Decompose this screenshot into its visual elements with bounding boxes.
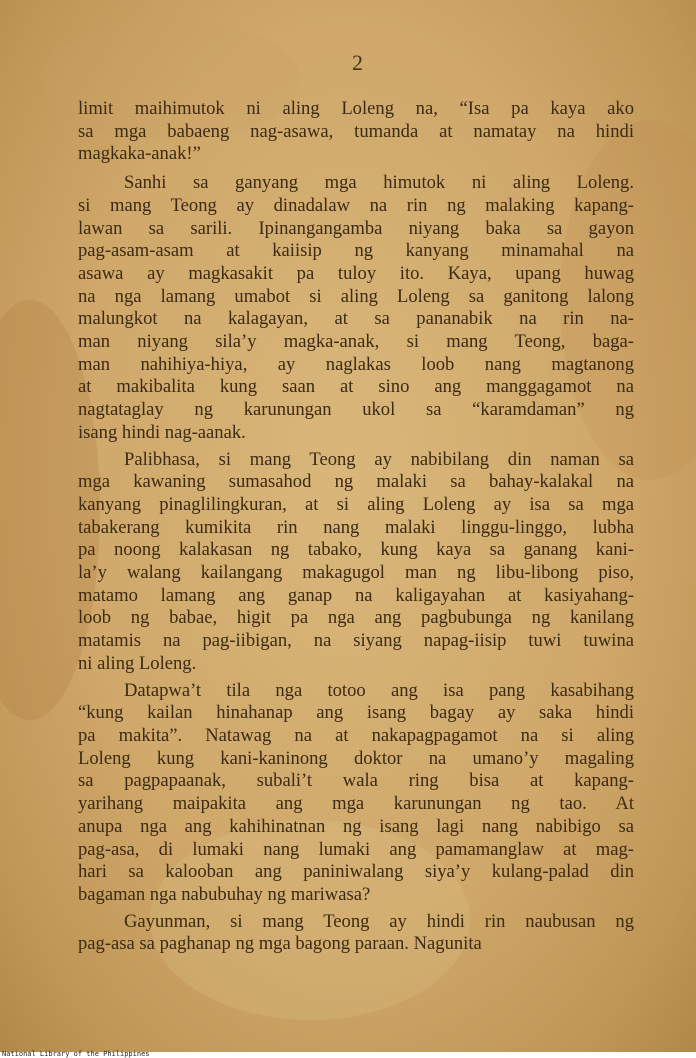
text-line: tabakerang kumikita rin nang malaki linggu-linggo, lubha — [78, 516, 634, 538]
text-line: pag-asa, di lumaki nang lumaki ang pamamanglaw at mag- — [78, 838, 634, 860]
text-line: yarihang maipakita ang mga karunungan ng tao. At — [78, 793, 634, 815]
text-line: asawa ay magkasakit pa tuloy ito. Kaya, upang huwag — [78, 262, 634, 284]
text-line: man niyang sila’y magka-anak, si mang Teong, baga- — [78, 331, 634, 353]
text-line: malungkot na kalagayan, at sa pananabik na rin na- — [78, 308, 634, 330]
page-number: 2 — [352, 50, 363, 75]
text-line: Loleng kung kani-kaninong doktor na umano’y magaling — [78, 747, 634, 769]
text-line: matamis na pag-iibigan, na siyang napag-iisip tuwi tuwina — [78, 630, 634, 652]
text-line: la’y walang kailangang makagugol man ng libu-libong piso, — [78, 562, 634, 584]
text-line: “kung kailan hinahanap ang isang bagay ay saka hindi — [78, 702, 634, 724]
text-line: nagtataglay ng karunungan ukol sa “karamdaman” ng — [78, 399, 634, 421]
text-line: na nga lamang umabot si aling Loleng sa ganitong lalong — [78, 285, 634, 307]
text-line: isang hindi nag-aanak. — [78, 421, 246, 443]
text-line: si mang Teong ay dinadalaw na rin ng malaking kapang- — [78, 194, 634, 216]
text-line: mga kawaning sumasahod ng malaki sa bahay-kalakal na — [78, 471, 634, 493]
paragraph — [78, 911, 634, 956]
text-line: at makibalita kung saan at sino ang manggagamot na — [78, 376, 634, 398]
text-line: sa mga babaeng nag-asawa, tumanda at namatay na hindi — [78, 120, 634, 142]
text-line: ni aling Loleng. — [78, 652, 197, 674]
text-line: limit maihimutok ni aling Loleng na, “Isa pa kaya ako — [78, 98, 634, 119]
text-line: man nahihiya-hiya, ay naglakas loob nang magtanong — [78, 353, 634, 375]
text-line: matamo lamang ang ganap na kaligayahan at kasiyahang- — [78, 584, 634, 606]
text-line: bagaman nga nabubuhay ng mariwasa? — [78, 883, 371, 905]
text-line: pag-asam-asam at kaiisip ng kanyang minamahal na — [78, 240, 634, 262]
text-line: Sanhi sa ganyang mga himutok ni aling Loleng. — [124, 172, 634, 194]
text-line: sa pagpapaanak, subali’t wala ring bisa at kapang- — [78, 770, 634, 792]
paragraph — [78, 98, 634, 166]
text-line: pa makita”. Natawag na at nakapagpagamot na si aling — [78, 724, 634, 746]
text-line: kanyang pinaglilingkuran, at si aling Loleng ay isa sa mga — [78, 493, 634, 515]
text-line: Gayunman, si mang Teong ay hindi rin naubusan ng — [124, 910, 634, 932]
paragraph — [78, 172, 634, 444]
paragraph — [78, 680, 634, 907]
text-line: pag-asa sa paghanap ng mga bagong paraan. Nagunita — [78, 933, 482, 955]
text-line: Palibhasa, si mang Teong ay nabibilang din naman sa — [124, 448, 634, 470]
text-line: lawan sa sarili. Ipinangangamba niyang baka sa gayon — [78, 217, 634, 239]
text-line: loob ng babae, higit pa nga ang pagbubunga ng kanilang — [78, 607, 634, 629]
text-line: magkaka-anak!” — [78, 143, 201, 165]
text-line: hari sa kalooban ang paniniwalang siya’y kulang-palad din — [78, 861, 634, 883]
text-line: anupa nga ang kahihinatnan ng isang lagi nang nabibigo sa — [78, 815, 634, 837]
text-line: Datapwa’t tila nga totoo ang isa pang kasabihang — [124, 679, 634, 701]
footer-credit: National Library of the Philippines — [2, 1050, 150, 1058]
text-line: pa noong kalakasan ng tabako, kung kaya sa ganang kani- — [78, 539, 634, 561]
body-text — [78, 98, 634, 956]
paragraph — [78, 449, 634, 676]
